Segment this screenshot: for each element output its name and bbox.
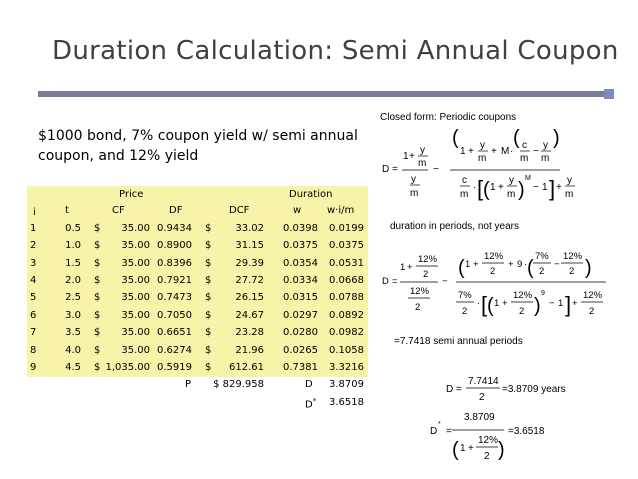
m-4: m xyxy=(520,153,529,164)
cell-cf-currency: $ xyxy=(94,292,101,304)
cell-w: 0.0315 xyxy=(283,292,318,304)
cell-wim: 0.0788 xyxy=(329,292,364,304)
cell-w: 0.0398 xyxy=(283,222,318,234)
cell-cf: 1,035.00 xyxy=(105,361,150,373)
cell-dcf: 26.15 xyxy=(235,292,264,304)
cell-cf: 35.00 xyxy=(121,309,150,321)
cell-i: 8 xyxy=(30,344,37,356)
col-header-t: t xyxy=(65,205,69,217)
cell-t: 3.5 xyxy=(65,327,81,339)
cell-wim: 0.0982 xyxy=(329,327,364,339)
table-row xyxy=(27,256,368,273)
plus-1: + xyxy=(409,151,415,162)
minus-5: − xyxy=(554,259,560,270)
c-1: c xyxy=(522,140,527,151)
cell-cf-currency: $ xyxy=(94,257,101,269)
eq-1: = xyxy=(392,164,398,175)
dot-4: · xyxy=(477,298,481,309)
m-1: m xyxy=(418,158,427,169)
cell-dcf-currency: $ xyxy=(205,257,212,269)
cell-dcf: 33.02 xyxy=(235,222,264,234)
title-accent-square xyxy=(604,89,614,99)
plus-3: + xyxy=(491,146,497,157)
y-6: y xyxy=(567,175,572,186)
result-semi-annual-periods: =7.7418 semi annual periods xyxy=(394,336,523,347)
two-8: 2 xyxy=(589,306,595,317)
modified-duration-letter: D xyxy=(305,399,313,411)
cell-t: 1.0 xyxy=(65,240,81,252)
cell-dcf-currency: $ xyxy=(205,292,212,304)
y-5: y xyxy=(509,175,514,186)
cell-w: 0.7381 xyxy=(283,361,318,373)
dstar-numerator: 3.8709 xyxy=(464,412,495,423)
cell-wim: 0.0375 xyxy=(329,240,364,252)
m-5: m xyxy=(541,153,550,164)
cell-df: 0.7921 xyxy=(157,274,192,286)
M-sup: M xyxy=(525,175,531,182)
table-row xyxy=(27,238,368,255)
table-row xyxy=(27,360,368,377)
minus-4: − xyxy=(442,276,448,287)
d-symbol-2: D xyxy=(382,276,389,287)
plus-9: + xyxy=(502,298,508,309)
price-group-header: Price xyxy=(119,189,144,200)
two-7: 2 xyxy=(519,306,525,317)
nine-1: 9 xyxy=(517,259,523,270)
plus-2: + xyxy=(468,146,474,157)
paren-l-5: ( xyxy=(527,257,534,279)
y-3: y xyxy=(480,140,485,151)
bracket-l-2: [ xyxy=(481,292,488,317)
minus-2: − xyxy=(533,146,539,157)
table-group-header-row xyxy=(27,186,368,203)
cell-cf: 35.00 xyxy=(121,274,150,286)
minus-6: − xyxy=(549,298,555,309)
modified-duration-star: * xyxy=(312,396,317,405)
duration-years-formula xyxy=(446,376,566,403)
cell-t: 3.0 xyxy=(65,309,81,321)
cell-dcf: 31.15 xyxy=(235,240,264,252)
col-header-df: DF xyxy=(169,205,183,217)
table-footer-price-row xyxy=(27,377,368,394)
eq-4: = xyxy=(446,426,452,437)
twelve-pct-6: 12% xyxy=(583,290,603,301)
col-header-cf: CF xyxy=(112,205,125,217)
cell-dcf-currency: $ xyxy=(205,222,212,234)
cell-dcf-currency: $ xyxy=(205,344,212,356)
cell-dcf: 29.39 xyxy=(235,257,264,269)
one-6: 1 xyxy=(465,259,471,270)
cell-i: 1 xyxy=(30,222,37,234)
cell-w: 0.0265 xyxy=(283,344,318,356)
d-result-years: =3.8709 years xyxy=(502,384,566,395)
cell-df: 0.8396 xyxy=(157,257,192,269)
bracket-r-1: ] xyxy=(549,176,556,201)
table-body xyxy=(27,221,368,378)
cell-i: 5 xyxy=(30,292,37,304)
cell-w: 0.0334 xyxy=(283,274,318,286)
m-2: m xyxy=(410,188,419,199)
cell-df: 0.6651 xyxy=(157,327,192,339)
paren-r-5: ) xyxy=(585,257,592,279)
cell-dcf: 27.72 xyxy=(235,274,264,286)
one-9: 1 xyxy=(460,443,466,454)
cell-t: 4.5 xyxy=(65,361,81,373)
two-1: 2 xyxy=(423,269,429,280)
d-symbol-3: D xyxy=(446,384,454,395)
plus-5: + xyxy=(556,182,562,193)
two-10: 2 xyxy=(484,451,490,462)
table-row xyxy=(27,325,368,342)
paren-l-4: ( xyxy=(458,257,465,279)
d-symbol-1: D xyxy=(382,164,390,175)
col-header-wim: w·i/m xyxy=(327,205,355,217)
table-row xyxy=(27,221,368,238)
cell-cf: 35.00 xyxy=(121,344,150,356)
cell-cf: 35.00 xyxy=(121,327,150,339)
paren-l-7: ( xyxy=(452,439,459,461)
cell-df: 0.9434 xyxy=(157,222,192,234)
cell-wim: 0.0531 xyxy=(329,257,364,269)
paren-r-6: ) xyxy=(534,295,541,317)
closed-form-label: Closed form: Periodic coupons xyxy=(380,112,517,123)
table-row xyxy=(27,343,368,360)
cell-dcf: 23.28 xyxy=(235,327,264,339)
dot-3: · xyxy=(524,259,528,270)
cell-df: 0.7050 xyxy=(157,309,192,321)
cell-cf-currency: $ xyxy=(94,274,101,286)
m-3: m xyxy=(478,153,487,164)
cell-cf: 35.00 xyxy=(121,222,150,234)
cell-w: 0.0375 xyxy=(283,240,318,252)
two-9: 2 xyxy=(479,392,485,403)
problem-statement xyxy=(38,126,358,166)
M-1: M xyxy=(501,146,510,157)
col-header-i: i xyxy=(33,207,36,219)
cell-cf: 35.00 xyxy=(121,292,150,304)
minus-1: − xyxy=(433,164,439,175)
cell-df: 0.6274 xyxy=(157,344,192,356)
m-6: m xyxy=(460,189,469,200)
one-5: 1 xyxy=(400,262,406,273)
cell-wim: 0.1058 xyxy=(329,344,364,356)
cell-i: 9 xyxy=(30,361,37,373)
table-footer-modified-duration-row xyxy=(27,395,368,412)
one-3: 1 xyxy=(490,182,496,193)
plus-6: + xyxy=(407,262,413,273)
duration-label: D xyxy=(305,379,313,391)
cell-i: 7 xyxy=(30,327,37,339)
table-row xyxy=(27,273,368,290)
m-8: m xyxy=(565,189,574,200)
cell-cf-currency: $ xyxy=(94,327,101,339)
cell-cf-currency: $ xyxy=(94,309,101,321)
paren-l-2: ( xyxy=(513,127,520,149)
problem-statement-line-2: coupon, and 12% yield xyxy=(38,148,199,164)
cell-df: 0.5919 xyxy=(157,361,192,373)
cell-dcf-currency: $ xyxy=(205,309,212,321)
modified-duration-value: 3.6518 xyxy=(329,396,364,408)
cell-w: 0.0354 xyxy=(283,257,318,269)
one-2: 1 xyxy=(460,146,466,157)
cell-wim: 0.0199 xyxy=(329,222,364,234)
col-header-w: w xyxy=(293,205,302,217)
plus-10: + xyxy=(572,298,578,309)
cell-i: 2 xyxy=(30,240,37,252)
modified-duration-label xyxy=(305,397,316,410)
bracket-r-2: ] xyxy=(565,292,572,317)
paren-l-3: ( xyxy=(483,179,490,201)
cell-df: 0.8900 xyxy=(157,240,192,252)
table-row xyxy=(27,308,368,325)
nine-sup: 9 xyxy=(541,290,545,297)
cell-w: 0.0280 xyxy=(283,327,318,339)
paren-r-7: ) xyxy=(498,439,505,461)
twelve-pct-3: 12% xyxy=(484,251,504,262)
cell-wim: 0.0668 xyxy=(329,274,364,286)
cell-cf-currency: $ xyxy=(94,344,101,356)
bracket-l-1: [ xyxy=(477,176,484,201)
duration-group-header: Duration xyxy=(289,189,333,200)
title-underline-bar xyxy=(38,91,604,97)
two-6: 2 xyxy=(462,306,468,317)
one-4: 1 xyxy=(542,182,548,193)
paren-r-2: ) xyxy=(553,127,560,149)
numeric-duration-formula xyxy=(382,251,606,317)
twelve-pct-2: 12% xyxy=(410,286,430,297)
d-numerator: 7.7414 xyxy=(468,376,499,387)
plus-8: + xyxy=(508,259,514,270)
dot-2: · xyxy=(473,182,477,193)
seven-pct-1: 7% xyxy=(535,251,549,262)
one-1: 1 xyxy=(403,151,409,162)
paren-l-6: ( xyxy=(487,295,494,317)
cell-cf: 35.00 xyxy=(121,240,150,252)
duration-periods-note: duration in periods, not years xyxy=(390,221,519,232)
two-4: 2 xyxy=(539,266,545,277)
cell-dcf-currency: $ xyxy=(205,361,212,373)
cell-df: 0.7473 xyxy=(157,292,192,304)
table-row xyxy=(27,290,368,307)
cell-dcf: 612.61 xyxy=(229,361,264,373)
two-2: 2 xyxy=(415,302,421,313)
d-symbol-4: D xyxy=(430,426,438,437)
plus-7: + xyxy=(473,259,479,270)
cell-i: 3 xyxy=(30,257,37,269)
duration-table xyxy=(27,186,368,412)
two-5: 2 xyxy=(569,266,575,277)
twelve-pct-7: 12% xyxy=(478,435,499,446)
paren-r-3: ) xyxy=(518,179,525,201)
cell-cf: 35.00 xyxy=(121,257,150,269)
minus-3: − xyxy=(533,182,539,193)
cell-t: 2.0 xyxy=(65,274,81,286)
eq-2: = xyxy=(392,276,398,287)
cell-t: 2.5 xyxy=(65,292,81,304)
seven-pct-2: 7% xyxy=(458,290,472,301)
cell-cf-currency: $ xyxy=(94,222,101,234)
col-header-dcf: DCF xyxy=(229,205,250,217)
cell-dcf-currency: $ xyxy=(205,274,212,286)
y-1: y xyxy=(420,145,425,156)
cell-dcf: 24.67 xyxy=(235,309,264,321)
cell-dcf: 21.96 xyxy=(235,344,264,356)
cell-t: 1.5 xyxy=(65,257,81,269)
cell-cf-currency: $ xyxy=(94,361,101,373)
twelve-pct-1: 12% xyxy=(418,254,438,265)
formula-panel xyxy=(380,108,620,473)
slide-title: Duration Calculation: Semi Annual Coupon xyxy=(52,36,619,66)
y-2: y xyxy=(411,174,416,185)
cell-dcf-currency: $ xyxy=(205,327,212,339)
duration-value: 3.8709 xyxy=(329,379,364,391)
eq-3: = xyxy=(456,384,462,395)
cell-dcf-currency: $ xyxy=(205,240,212,252)
c-2: c xyxy=(462,175,467,186)
plus-4: + xyxy=(498,182,504,193)
table-column-header-row xyxy=(27,203,368,220)
cell-wim: 3.3216 xyxy=(329,361,364,373)
star-sup: * xyxy=(438,421,441,428)
plus-11: + xyxy=(468,443,474,454)
y-4: y xyxy=(543,140,548,151)
cell-i: 4 xyxy=(30,274,37,286)
cell-w: 0.0297 xyxy=(283,309,318,321)
cell-wim: 0.0892 xyxy=(329,309,364,321)
one-8: 1 xyxy=(558,298,564,309)
cell-t: 4.0 xyxy=(65,344,81,356)
cell-cf-currency: $ xyxy=(94,240,101,252)
cell-t: 0.5 xyxy=(65,222,81,234)
two-3: 2 xyxy=(490,266,496,277)
one-7: 1 xyxy=(494,298,500,309)
twelve-pct-4: 12% xyxy=(563,251,583,262)
dstar-result: =3.6518 xyxy=(508,426,545,437)
paren-l-1: ( xyxy=(452,127,459,149)
closed-form-formula xyxy=(382,127,575,201)
problem-statement-line-1: $1000 bond, 7% coupon yield w/ semi annual xyxy=(38,128,358,144)
price-label: P xyxy=(185,379,192,391)
twelve-pct-5: 12% xyxy=(513,290,533,301)
modified-duration-formula xyxy=(430,412,545,462)
price-value: $ 829.958 xyxy=(213,379,264,391)
cell-i: 6 xyxy=(30,309,37,321)
m-7: m xyxy=(507,189,516,200)
dot-1: · xyxy=(510,146,514,157)
